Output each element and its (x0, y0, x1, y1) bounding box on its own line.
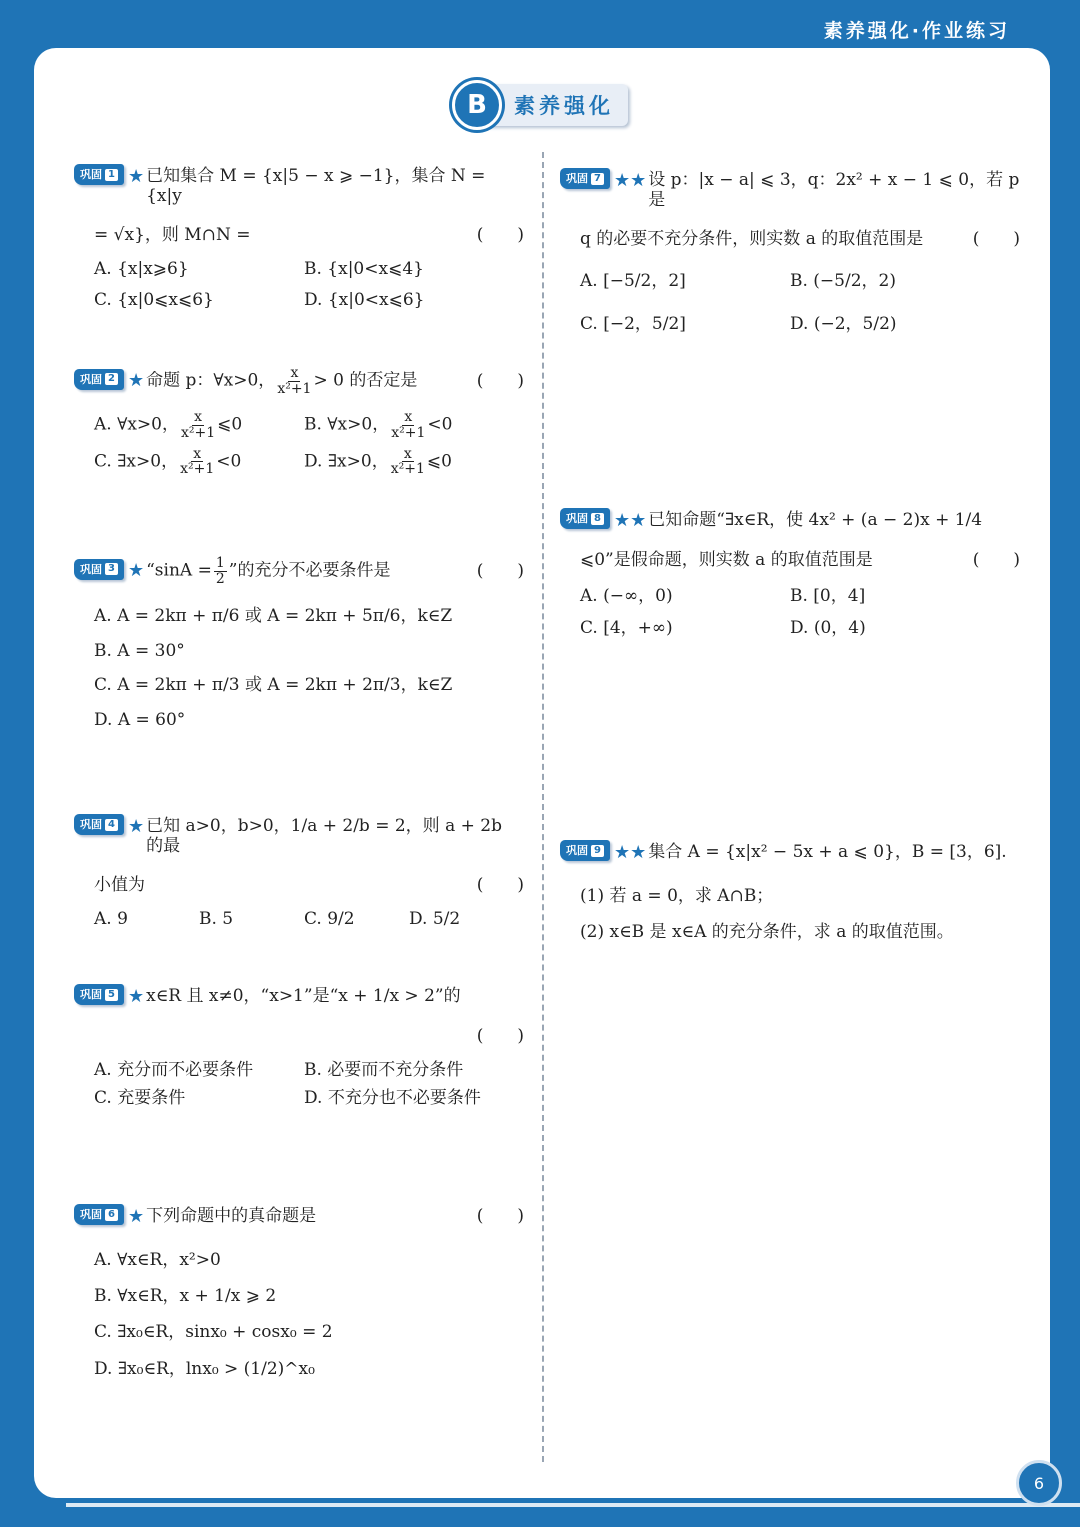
question-stem: 命题 p：∀x>0， $\frac{x}{\text{x²+1}}$ > 0 的否定是 (146, 365, 418, 397)
option-d: D. (−2，5/2) (790, 313, 897, 334)
subquestion-2: (2) x∈B 是 x∈A 的充分条件，求 a 的取值范围。 (580, 921, 954, 942)
option-a: A. {x|x⩾6} (94, 259, 189, 280)
footer-line (66, 1503, 1080, 1507)
option-c: C. ∃x₀∈R，sinx₀ + cosx₀ = 2 (94, 1322, 333, 1343)
difficulty-stars: ★ (127, 1206, 145, 1227)
answer-bracket: ( ) (476, 370, 524, 391)
answer-bracket: ( ) (476, 1025, 524, 1046)
question-5 (74, 986, 524, 1108)
question-4 (74, 816, 524, 930)
question-stem: 设 p：|x − a| ⩽ 3，q：2x² + x − 1 ⩽ 0，若 p 是 (648, 170, 1020, 211)
option-b: B. A = 30° (94, 640, 185, 661)
option-d: D. ∃x₀∈R，lnx₀ > (1/2)^x₀ (94, 1358, 315, 1379)
column-divider (542, 152, 544, 1462)
question-3 (74, 556, 524, 730)
answer-bracket: ( ) (972, 228, 1020, 249)
question-7 (560, 170, 1020, 334)
option-c: C. [4，+∞) (580, 618, 673, 639)
option-c: C. {x|0⩽x⩽6} (94, 289, 214, 310)
difficulty-stars: ★ (127, 816, 145, 837)
option-d: D. (0，4) (790, 618, 866, 639)
difficulty-stars: ★★ (613, 510, 647, 531)
option-d: D. 5/2 (409, 909, 461, 930)
option-d: D. 不充分也不必要条件 (304, 1087, 481, 1108)
option-c: C. ∃x>0， $\frac{x}{\text{x²+1}}$ <0 (94, 445, 242, 478)
option-b: B. (−5/2，2) (790, 271, 896, 292)
answer-bracket: ( ) (476, 224, 524, 245)
question-stem-cont: = √x}，则 M∩N = (94, 224, 251, 245)
option-c: C. [−2，5/2] (580, 313, 686, 334)
option-a: A. (−∞，0) (580, 585, 673, 606)
option-c: C. A = 2kπ + π/3 或 A = 2kπ + 2π/3，k∈Z (94, 675, 453, 696)
option-b: B. {x|0<x⩽4} (304, 259, 424, 280)
question-stem: 下列命题中的真命题是 (146, 1206, 317, 1226)
question-tag: 巩固 2 (74, 369, 124, 390)
question-stem-cont: ⩽0”是假命题，则实数 a 的取值范围是 (580, 549, 873, 570)
option-b: B. [0，4] (790, 585, 866, 606)
difficulty-stars: ★★ (613, 842, 647, 863)
option-b: B. 5 (199, 909, 234, 930)
question-8 (560, 510, 1020, 639)
question-tag: 巩固 6 (74, 1204, 124, 1225)
header-title: 素养强化·作业练习 (823, 20, 1010, 42)
difficulty-stars: ★ (127, 166, 145, 187)
option-c: C. 充要条件 (94, 1087, 186, 1108)
answer-bracket: ( ) (476, 874, 524, 895)
question-stem-cont: 小值为 (94, 874, 145, 895)
question-stem-cont: q 的必要不充分条件，则实数 a 的取值范围是 (580, 228, 924, 249)
section-badge (452, 82, 628, 128)
option-d: D. A = 60° (94, 709, 186, 730)
option-b: B. ∀x∈R，x + 1/x ⩾ 2 (94, 1285, 277, 1306)
subquestion-1: (1) 若 a = 0，求 A∩B； (580, 885, 774, 906)
page-sheet (34, 48, 1050, 1498)
option-c: C. 9/2 (304, 909, 355, 930)
difficulty-stars: ★ (127, 370, 145, 392)
option-d: D. {x|0<x⩽6} (304, 289, 425, 310)
option-a: A. ∀x∈R，x²>0 (94, 1249, 221, 1270)
option-a: A. 充分而不必要条件 (94, 1059, 254, 1080)
option-a: A. 9 (94, 909, 128, 930)
question-stem: x∈R 且 x≠0，“x>1”是“x + 1/x > 2”的 (146, 986, 461, 1006)
option-a: A. ∀x>0， $\frac{x}{\text{x²+1}}$ ⩽0 (94, 409, 243, 442)
difficulty-stars: ★ (127, 986, 145, 1007)
section-title: 素养强化 (486, 84, 628, 126)
question-tag: 巩固 3 (74, 559, 124, 580)
difficulty-stars: ★★ (613, 170, 647, 191)
question-1 (74, 166, 524, 310)
question-stem: 已知集合 M = {x|5 − x ⩾ −1}，集合 N = {x|y (146, 166, 486, 207)
question-tag: 巩固 1 (74, 164, 124, 185)
question-2 (74, 366, 524, 477)
question-tag: 巩固 5 (74, 984, 124, 1005)
question-stem: 集合 A = {x|x² − 5x + a ⩽ 0}，B = [3，6]. (648, 842, 1007, 862)
question-tag: 巩固 4 (74, 814, 124, 835)
option-d: D. ∃x>0， $\frac{x}{\text{x²+1}}$ ⩽0 (304, 445, 452, 478)
page-number: 6 (1016, 1460, 1062, 1506)
question-stem: “sinA = $\frac{1}{2}$ ”的充分不必要条件是 (146, 555, 391, 587)
question-6 (74, 1206, 524, 1379)
question-tag: 巩固 8 (560, 508, 610, 529)
option-a: A. [−5/2，2] (580, 271, 686, 292)
option-a: A. A = 2kπ + π/6 或 A = 2kπ + 5π/6，k∈Z (94, 606, 453, 627)
answer-bracket: ( ) (476, 1206, 524, 1226)
question-9 (560, 842, 1020, 942)
difficulty-stars: ★ (127, 560, 145, 582)
question-tag: 巩固 7 (560, 168, 610, 189)
answer-bracket: ( ) (476, 560, 524, 581)
question-stem: 已知 a>0，b>0，1/a + 2/b = 2，则 a + 2b 的最 (146, 816, 502, 857)
option-b: B. ∀x>0， $\frac{x}{\text{x²+1}}$ <0 (304, 409, 453, 442)
question-tag: 巩固 9 (560, 840, 610, 861)
question-stem: 已知命题“∃x∈R，使 4x² + (a − 2)x + 1/4 (648, 510, 983, 530)
answer-bracket: ( ) (972, 549, 1020, 570)
section-letter: B (452, 80, 502, 130)
option-b: B. 必要而不充分条件 (304, 1059, 464, 1080)
